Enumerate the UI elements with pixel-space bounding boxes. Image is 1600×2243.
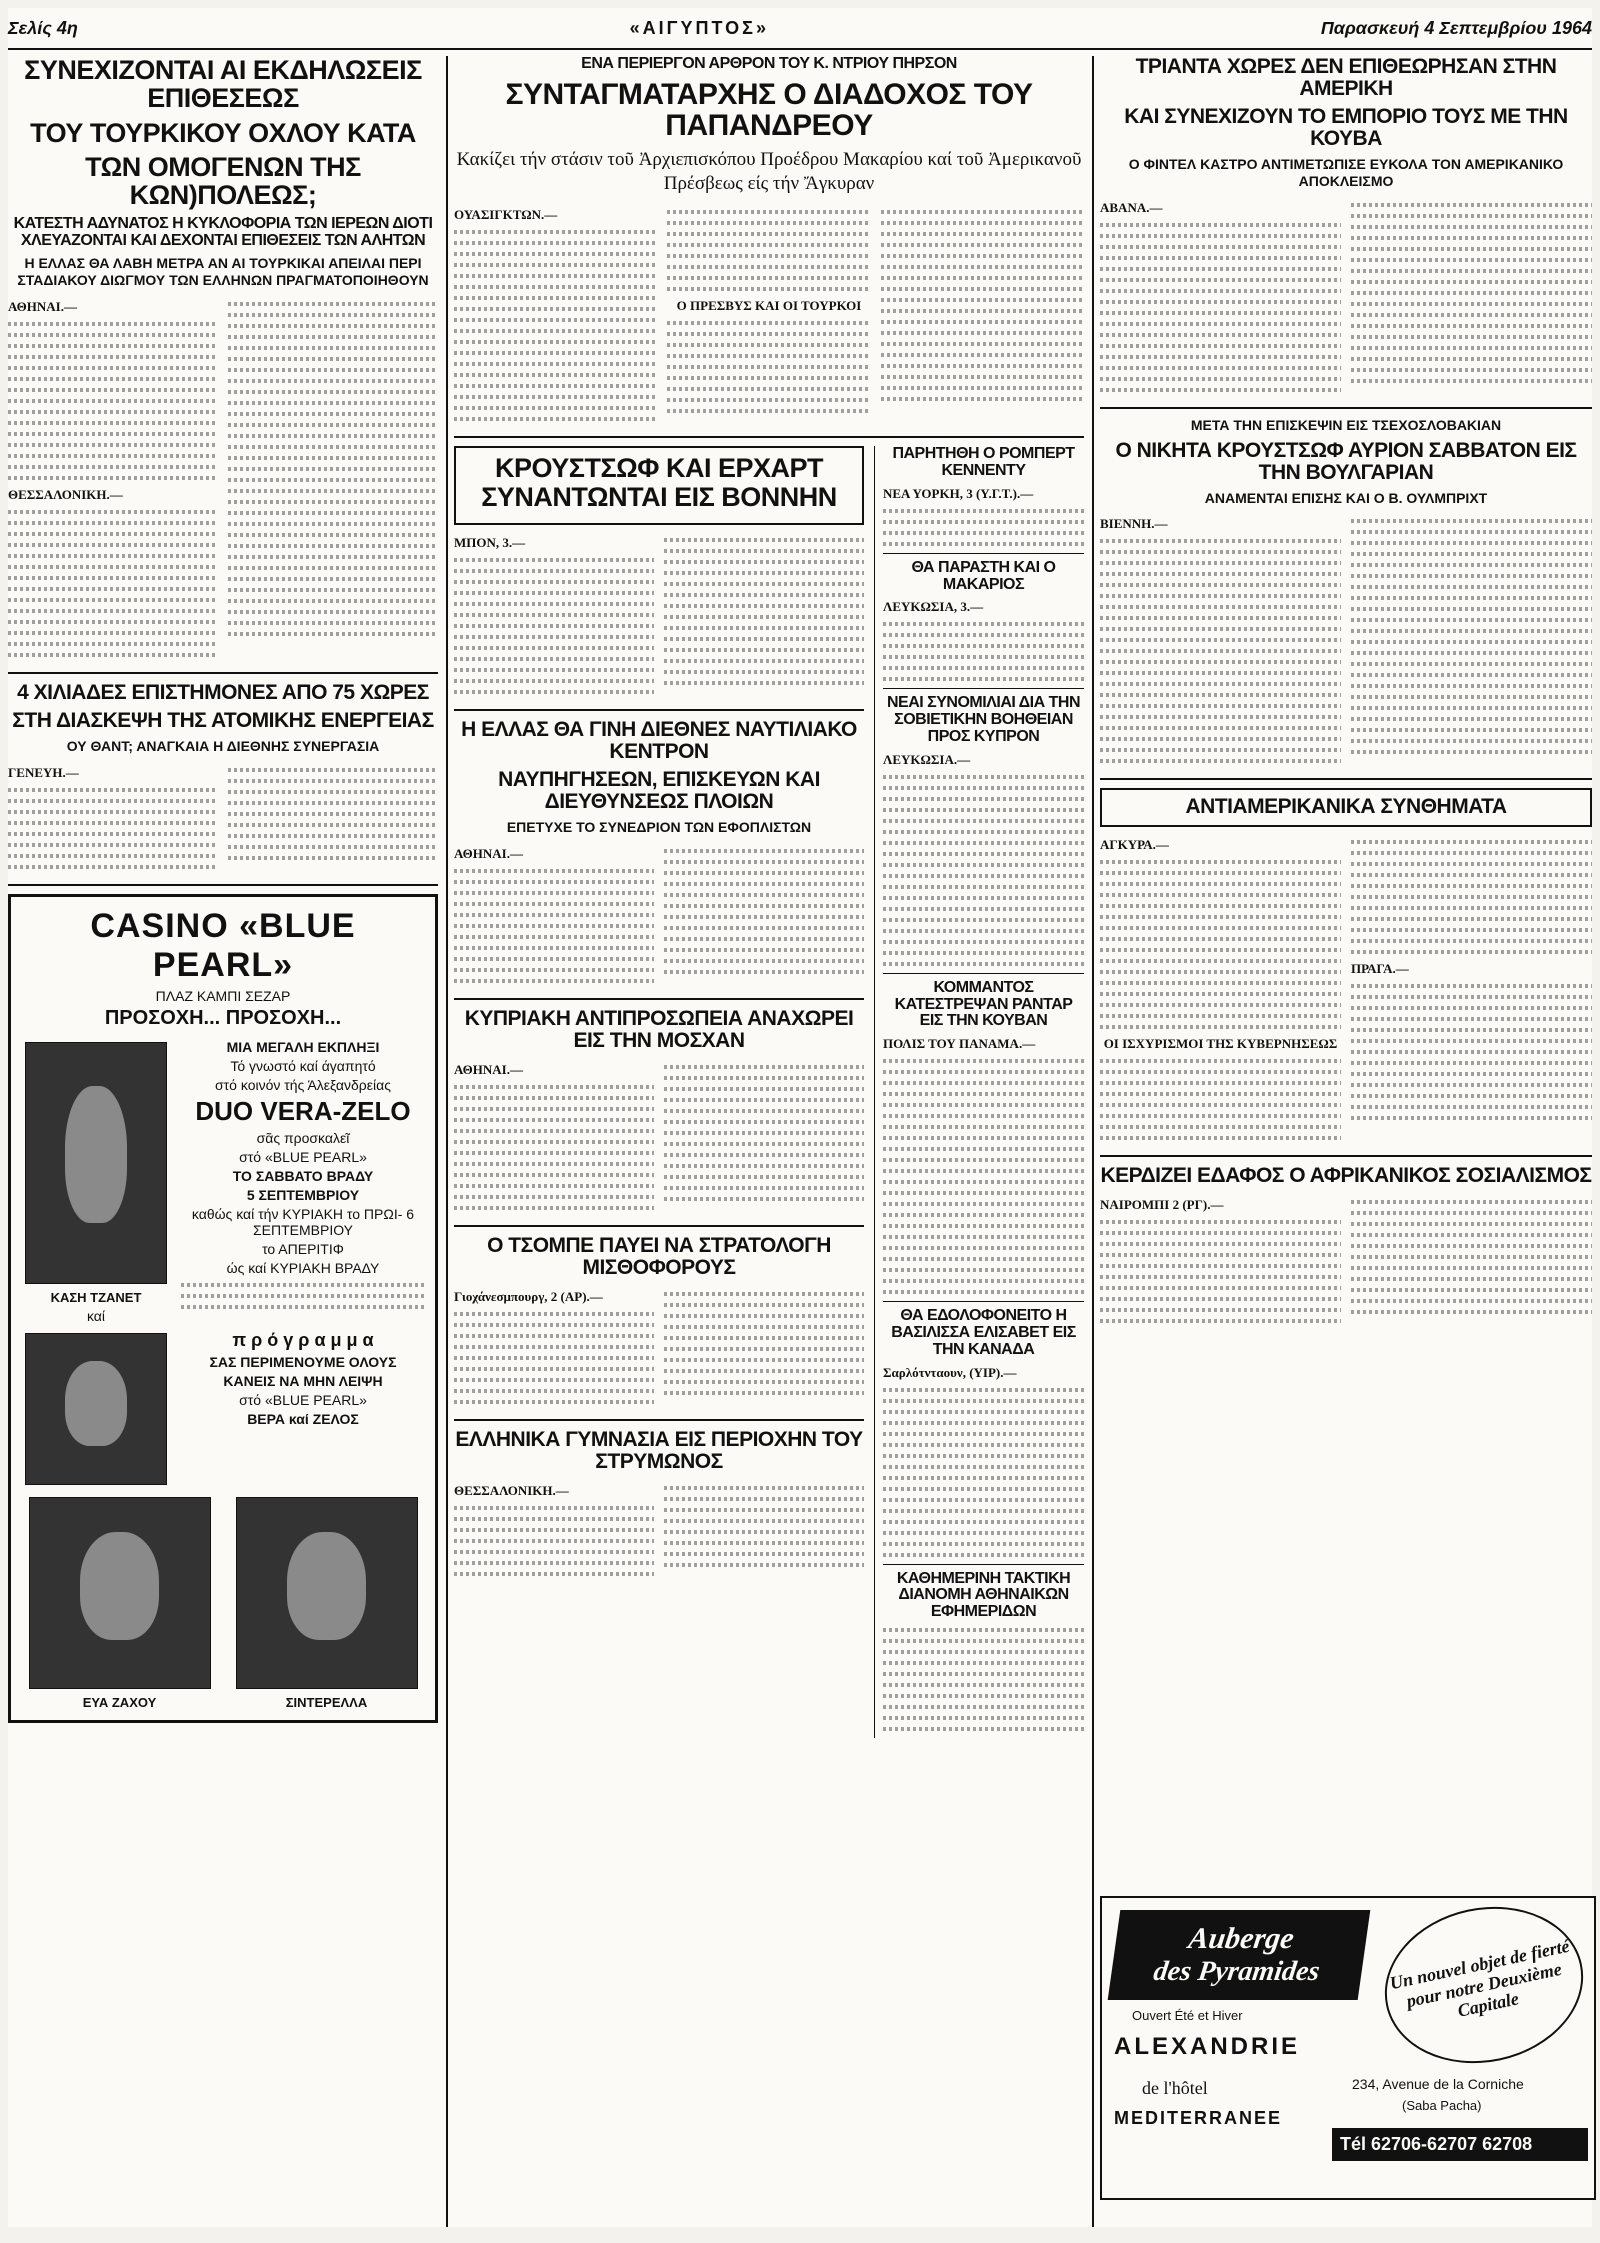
article-atomic-energy (8, 682, 438, 876)
headline: ΚΑΘΗΜΕΡΙΝΗ ΤΑΚΤΙΚΗ ΔΙΑΝΟΜΗ ΑΘΗΝΑΙΚΩΝ ΕΦΗΜΕΡΙΔΩΝ (896, 1569, 1071, 1621)
article-queen-elizabeth (883, 1308, 1084, 1556)
text-block (1351, 1200, 1592, 1314)
text-block (883, 509, 1084, 546)
article-anti-american (1100, 788, 1592, 1146)
subheadline: ΟΥ ΘΑΝΤ; ΑΝΑΓΚΑΙΑ Η ΔΙΕΘΝΗΣ ΣΥΝΕΡΓΑΣΙΑ (66, 738, 380, 754)
text-block (181, 1283, 425, 1309)
headline: Ο ΤΣΟΜΠΕ ΠΑΥΕΙ ΝΑ ΣΤΡΑΤΟΛΟΓΗ ΜΙΣΘΟΦΟΡΟΥΣ (487, 1234, 831, 1280)
headline: ΚΡΟΥΣΤΣΩΦ ΚΑΙ ΕΡΧΑΡΤ ΣΥΝΑΝΤΩΝΤΑΙ ΕΙΣ ΒΟΝΝΗΝ (481, 453, 837, 512)
headline: Η ΕΛΛΑΣ ΘΑ ΓΙΝΗ ΔΙΕΘΝΕΣ ΝΑΥΤΙΛΙΑΚΟ ΚΕΝΤΡΟΝ (461, 717, 857, 764)
divider (454, 709, 864, 711)
column-divider (446, 56, 448, 2227)
dateline: Σαρλότνταουν, (ΥΙΡ).— (883, 1364, 1017, 1380)
dateline: ΠΟΛΙΣ ΤΟΥ ΠΑΝΑΜΑ.— (883, 1036, 1036, 1052)
text-block (454, 558, 654, 694)
casino-text: καθώς καί τήν ΚΥΡΙΑΚΗ το ΠΡΩΙ- 6 ΣΕΠΤΕΜΒΡΙΟΥ (191, 1205, 415, 1238)
dateline: ΘΕΣΣΑΛΟΝΙΚΗ.— (454, 1483, 569, 1499)
article-nautical (454, 719, 864, 990)
headline: ΤΩΝ ΟΜΟΓΕΝΩΝ ΤΗΣ ΚΩΝ)ΠΟΛΕΩΣ; (85, 152, 361, 211)
dateline: ΝΕΑ ΥΟΡΚΗ, 3 (Υ.Γ.Τ.).— (883, 485, 1034, 501)
issue-date: Παρασκευή 4 Σεπτεμβρίου 1964 (1320, 17, 1592, 38)
text-block (8, 510, 218, 657)
text-block (1100, 539, 1341, 763)
performer-photo (236, 1497, 418, 1689)
casino-text: ώς καί ΚΥΡΙΑΚΗ ΒΡΑΔΥ (226, 1259, 380, 1276)
casino-text: στό κοινόν τής Άλεξανδρείας (215, 1076, 391, 1093)
text-block (883, 622, 1084, 681)
dateline: ΛΕΥΚΩΣΙΑ.— (883, 751, 971, 767)
casino-advertisement (8, 894, 438, 1723)
hotel-text: de l'hôtel (1142, 2078, 1208, 2098)
headline: ΣΥΝΤΑΓΜΑΤΑΡΧΗΣ Ο ΔΙΑΔΟΧΟΣ ΤΟΥ ΠΑΠΑΝΔΡΕΟΥ (505, 77, 1033, 143)
subheadline: Ο ΦΙΝΤΕΛ ΚΑΣΤΡΟ ΑΝΤΙΜΕΤΩΠΙΣΕ ΕΥΚΟΛΑ ΤΟΝ ΑΜΕΡΙΚΑΝΙΚΟ ΑΠΟΚΛΕΙΣΜΟ (1128, 156, 1564, 189)
headline: ΕΛΛΗΝΙΚΑ ΓΥΜΝΑΣΙΑ ΕΙΣ ΠΕΡΙΟΧΗΝ ΤΟΥ ΣΤΡΥΜΩΝΟΣ (455, 1428, 863, 1474)
divider (1100, 1155, 1592, 1157)
text-block (8, 788, 218, 869)
kicker: ΕΝΑ ΠΕΡΙΕΡΓΟΝ ΑΡΘΡΟΝ ΤΟΥ Κ. ΝΤΡΙΟΥ ΠΗΡΣΟΝ (581, 55, 957, 72)
casino-text: στό «BLUE PEARL» (239, 1148, 367, 1165)
dateline: ΑΘΗΝΑΙ.— (454, 845, 523, 861)
text-block (664, 1292, 864, 1395)
article-kennedy (883, 446, 1084, 546)
newspaper-page (8, 8, 1592, 2227)
divider (8, 884, 438, 886)
divider (454, 1419, 864, 1421)
text-block (454, 1085, 654, 1210)
text-block (1351, 203, 1592, 383)
city-name: ALEXANDRIE (1114, 2033, 1301, 2060)
text-block (883, 1388, 1084, 1557)
subheadline: ΟΙ ΙΣΧΥΡΙΣΜΟΙ ΤΗΣ ΚΥΒΕΡΝΗΣΕΩΣ (1103, 1035, 1338, 1051)
article-body (8, 295, 438, 664)
casino-text: ΒΕΡΑ καί ΖΕΛΟΣ (247, 1410, 359, 1427)
dateline: ΑΘΗΝΑΙ.— (8, 298, 77, 314)
dateline: ΑΓΚΥΡΑ.— (1100, 836, 1169, 852)
telephone: Tél 62706-62707 62708 (1332, 2128, 1588, 2161)
center-column (454, 56, 1084, 1738)
right-column (1100, 56, 1592, 1330)
headline: ΑΝΤΙΑΜΕΡΙΚΑΝΙΚΑ ΣΥΝΘΗΜΑΤΑ (1185, 795, 1507, 819)
article-khrushchev-erhard (454, 446, 864, 525)
text-block (8, 322, 218, 480)
subheadline: Ο ΠΡΕΣΒΥΣ ΚΑΙ ΟΙ ΤΟΥΡΚΟΙ (676, 298, 862, 314)
dateline: ΒΙΕΝΝΗ.— (1100, 516, 1168, 532)
article-radar (883, 980, 1084, 1294)
article-turkish-mob (8, 56, 438, 664)
masthead (8, 8, 1592, 50)
dateline: ΜΠΟΝ, 3.— (454, 534, 526, 550)
headline: 4 ΧΙΛΙΑΔΕΣ ΕΠΙΣΤΗΜΟΝΕΣ ΑΠΟ 75 ΧΩΡΕΣ (17, 680, 429, 704)
headline: ΚΟΜΜΑΝΤΟΣ ΚΑΤΕΣΤΡΕΨΑΝ ΡΑΝΤΑΡ ΕΙΣ ΤΗΝ ΚΟΥΒΑΝ (894, 978, 1073, 1030)
column-divider (1092, 56, 1094, 2227)
text-block (454, 230, 657, 421)
text-block (1100, 1059, 1341, 1140)
text-block (664, 538, 864, 685)
headline: ΚΑΙ ΣΥΝΕΧΙΖΟΥΝ ΤΟ ΕΜΠΟΡΙΟ ΤΟΥΣ ΜΕ ΤΗΝ ΚΟΥΒΑ (1124, 105, 1568, 151)
casino-text: στό «BLUE PEARL» (239, 1391, 367, 1408)
casino-text: ΜΙΑ ΜΕΓΑΛΗ ΕΚΠΛΗΞΙ (226, 1038, 380, 1055)
casino-text: σᾶς προσκαλεῖ (256, 1129, 350, 1146)
article-soviet-aid (883, 695, 1084, 965)
text-block (1351, 840, 1592, 954)
divider (454, 998, 864, 1000)
dateline: ΟΥΑΣΙΓΚΤΩΝ.— (454, 207, 558, 223)
text-block (1100, 223, 1341, 392)
casino-text: Τό γνωστό καί άγαπητό (230, 1057, 376, 1074)
text-block (667, 321, 870, 413)
casino-act: DUO VERA-ZELO (195, 1095, 411, 1126)
photo-caption: ΕΥΑ ΖΑΧΟΥ (82, 1694, 157, 1710)
paper-title: «ΑΙΓΥΠΤΟΣ» (629, 17, 769, 38)
divider (1100, 778, 1592, 780)
headline: ΤΟΥ ΤΟΥΡΚΙΚΟΥ ΟΧΛΟΥ ΚΑΤΑ (30, 117, 416, 148)
divider (454, 1225, 864, 1227)
casino-attention: ΠΡΟΣΟΧΗ... ΠΡΟΣΟΧΗ... (104, 1006, 342, 1029)
dateline: ΛΕΥΚΩΣΙΑ, 3.— (883, 599, 984, 615)
article-newspapers (883, 1571, 1084, 1731)
divider (454, 436, 1084, 438)
headline: ΣΥΝΕΧΙΖΟΝΤΑΙ ΑΙ ΕΚΔΗΛΩΣΕΙΣ ΕΠΙΘΕΣΕΩΣ (24, 55, 422, 114)
text-block (664, 1486, 864, 1567)
page-number: Σελίς 4η (8, 17, 78, 38)
subheadline: ΕΠΕΤΥΧΕ ΤΟ ΣΥΝΕΔΡΙΟΝ ΤΩΝ ΕΦΟΠΛΙΣΤΩΝ (506, 819, 812, 836)
casino-place: ΠΛΑΖ ΚΑΜΠΙ ΣΕΖΑΡ (155, 987, 291, 1004)
text-block (664, 849, 864, 974)
casino-text: ΣΑΣ ΠΕΡΙΜΕΝΟΥΜΕ ΟΛΟΥΣ (209, 1353, 397, 1370)
article-cuba-trade (1100, 56, 1592, 399)
text-block (228, 768, 438, 860)
performer-photo (25, 1042, 167, 1284)
article-african-socialism (1100, 1165, 1592, 1330)
text-block (883, 1628, 1084, 1731)
divider (1100, 407, 1592, 409)
left-column (8, 56, 438, 1723)
dateline: ΠΡΑΓΑ.— (1351, 960, 1409, 976)
headline: ΠΑΡΗΤΗΘΗ Ο ΡΟΜΠΕΡΤ ΚΕΝΝΕΝΤΥ (892, 445, 1075, 480)
text-block (1351, 984, 1592, 1120)
dateline: ΓΕΝΕΥΗ.— (8, 764, 79, 780)
dateline: ΘΕΣΣΑΛΟΝΙΚΗ.— (8, 486, 123, 502)
divider (8, 672, 438, 674)
text-block (454, 1506, 654, 1576)
text-block (664, 1065, 864, 1201)
text-block (1100, 1220, 1341, 1323)
casino-text: ΚΑΝΕΙΣ ΝΑ ΜΗΝ ΛΕΙΨΗ (223, 1372, 383, 1389)
text-block (883, 775, 1084, 966)
casino-text: το ΑΠΕΡΙΤΙΦ (262, 1240, 344, 1257)
address-district: (Saba Pacha) (1402, 2098, 1482, 2113)
headline: ΘΑ ΠΑΡΑΣΤΗ ΚΑΙ Ο ΜΑΚΑΡΙΟΣ (911, 558, 1056, 593)
auberge-advertisement (1100, 1896, 1596, 2200)
subheadline: ΚΑΤΕΣΤΗ ΑΔΥΝΑΤΟΣ Η ΚΥΚΛΟΦΟΡΙΑ ΤΩΝ ΙΕΡΕΩΝ ΔΙΟΤΙ ΧΛΕΥΑΖΟΝΤΑΙ ΚΑΙ ΔΕΧΟΝΤΑΙ ΕΠΙΘΕΣΕΙΣ ΤΩΝ ΑΛΗΤΩΝ (13, 214, 433, 249)
text-block (1100, 860, 1341, 1029)
slogan-badge: Un nouvel objet de fierté pour notre Deuxième Capitale (1370, 1889, 1598, 2081)
photo-caption: ΚΑΣΗ ΤΖΑΝΕΤ (50, 1289, 142, 1305)
opening-text: Ouvert Été et Hiver (1132, 2008, 1243, 2023)
text-block (883, 1059, 1084, 1294)
article-pierson (454, 56, 1084, 428)
performer-photo (25, 1333, 167, 1485)
subheadline: Η ΕΛΛΑΣ ΘΑ ΛΑΒΗ ΜΕΤΡΑ ΑΝ ΑΙ ΤΟΥΡΚΙΚΑΙ ΑΠΕΙΛΑΙ ΠΕΡΙ ΣΤΑΔΙΑΚΟΥ ΔΙΩΓΜΟΥ ΤΩΝ ΕΛΛΗΝΩΝ ΠΡΑΓΜΑΤΟΠΟΙΗΘΟΥΝ (17, 255, 429, 289)
article-makarios (883, 560, 1084, 682)
deck: Κακίζει τήν στάσιν τοῦ Ἀρχιεπισκόπου Προέδρου Μακαρίου καί τοῦ Ἀμερικανοῦ Πρέσβεως είς τήν Ἄγκυραν (456, 148, 1082, 194)
casino-text: καί (86, 1307, 106, 1324)
address: 234, Avenue de la Corniche (1352, 2076, 1524, 2092)
dateline: ΑΒΑΝΑ.— (1100, 199, 1163, 215)
article-tshombe (454, 1235, 864, 1411)
article-khrushchev-bulgaria (1100, 417, 1592, 771)
hotel-name: MEDITERRANEE (1114, 2108, 1283, 2128)
kicker: ΜΕΤΑ ΤΗΝ ΕΠΙΣΚΕΨΙΝ ΕΙΣ ΤΣΕΧΟΣΛΟΒΑΚΙΑΝ (1190, 416, 1502, 433)
casino-text: 5 ΣΕΠΤΕΜΒΡΙΟΥ (246, 1186, 360, 1203)
headline: ΝΑΥΠΗΓΗΣΕΩΝ, ΕΠΙΣΚΕΥΩΝ ΚΑΙ ΔΙΕΥΘΥΝΣΕΩΣ ΠΛΟΙΩΝ (498, 768, 820, 814)
casino-text: ΤΟ ΣΑΒΒΑΤΟ ΒΡΑΔΥ (232, 1167, 374, 1184)
text-block (881, 210, 1084, 401)
text-block (454, 869, 654, 983)
headline: ΣΤΗ ΔΙΑΣΚΕΨΗ ΤΗΣ ΑΤΟΜΙΚΗΣ ΕΝΕΡΓΕΙΑΣ (12, 708, 434, 732)
headline: ΚΕΡΔΙΖΕΙ ΕΔΑΦΟΣ Ο ΑΦΡΙΚΑΝΙΚΟΣ ΣΟΣΙΑΛΙΣΜΟΣ (1100, 1163, 1592, 1187)
headline: ΚΥΠΡΙΑΚΗ ΑΝΤΙΠΡΟΣΩΠΕΙΑ ΑΝΑΧΩΡΕΙ ΕΙΣ ΤΗΝ ΜΟΣΧΑΝ (464, 1006, 854, 1053)
headline: ΘΑ ΕΔΟΛΟΦΟΝΕΙΤΟ Η ΒΑΣΙΛΙΣΣΑ ΕΛΙΣΑΒΕΤ ΕΙΣ ΤΗΝ ΚΑΝΑΔΑ (891, 1307, 1076, 1358)
auberge-logo: Auberge des Pyramides (1108, 1910, 1371, 2000)
dateline: ΑΘΗΝΑΙ.— (454, 1062, 523, 1078)
text-block (228, 302, 438, 636)
text-block (454, 1312, 654, 1404)
text-block (1351, 519, 1592, 754)
headline: ΝΕΑΙ ΣΥΝΟΜΙΛΙΑΙ ΔΙΑ ΤΗΝ ΣΟΒΙΕΤΙΚΗΝ ΒΟΗΘΕΙΑΝ ΠΡΟΣ ΚΥΠΡΟΝ (886, 694, 1080, 746)
text-block (667, 210, 870, 291)
article-cyprus-delegation (454, 1008, 864, 1217)
dateline: ΝΑΙΡΟΜΠΙ 2 (ΡΓ).— (1100, 1196, 1224, 1212)
casino-text: π ρ ό γ ρ α μ μ α (232, 1329, 374, 1350)
performer-photo (29, 1497, 211, 1689)
headline: ΤΡΙΑΝΤΑ ΧΩΡΕΣ ΔΕΝ ΕΠΙΘΕΩΡΗΣΑΝ ΣΤΗΝ ΑΜΕΡΙΚΗ (1135, 55, 1557, 101)
headline: Ο ΝΙΚΗΤΑ ΚΡΟΥΣΤΣΩΦ ΑΥΡΙΟΝ ΣΑΒΒΑΤΟΝ ΕΙΣ ΤΗΝ ΒΟΥΛΓΑΡΙΑΝ (1115, 438, 1577, 484)
photo-caption: ΣΙΝΤΕΡΕΛΛΑ (285, 1694, 368, 1710)
dateline: Γιοχάνεσμπουργ, 2 (ΑΡ).— (454, 1289, 603, 1305)
article-gymnasia (454, 1429, 864, 1583)
casino-title: CASINO «BLUE PEARL» (90, 906, 356, 984)
subheadline: ΑΝΑΜΕΝΤΑΙ ΕΠΙΣΗΣ ΚΑΙ Ο Β. ΟΥΛΜΠΡΙΧΤ (1204, 489, 1488, 506)
